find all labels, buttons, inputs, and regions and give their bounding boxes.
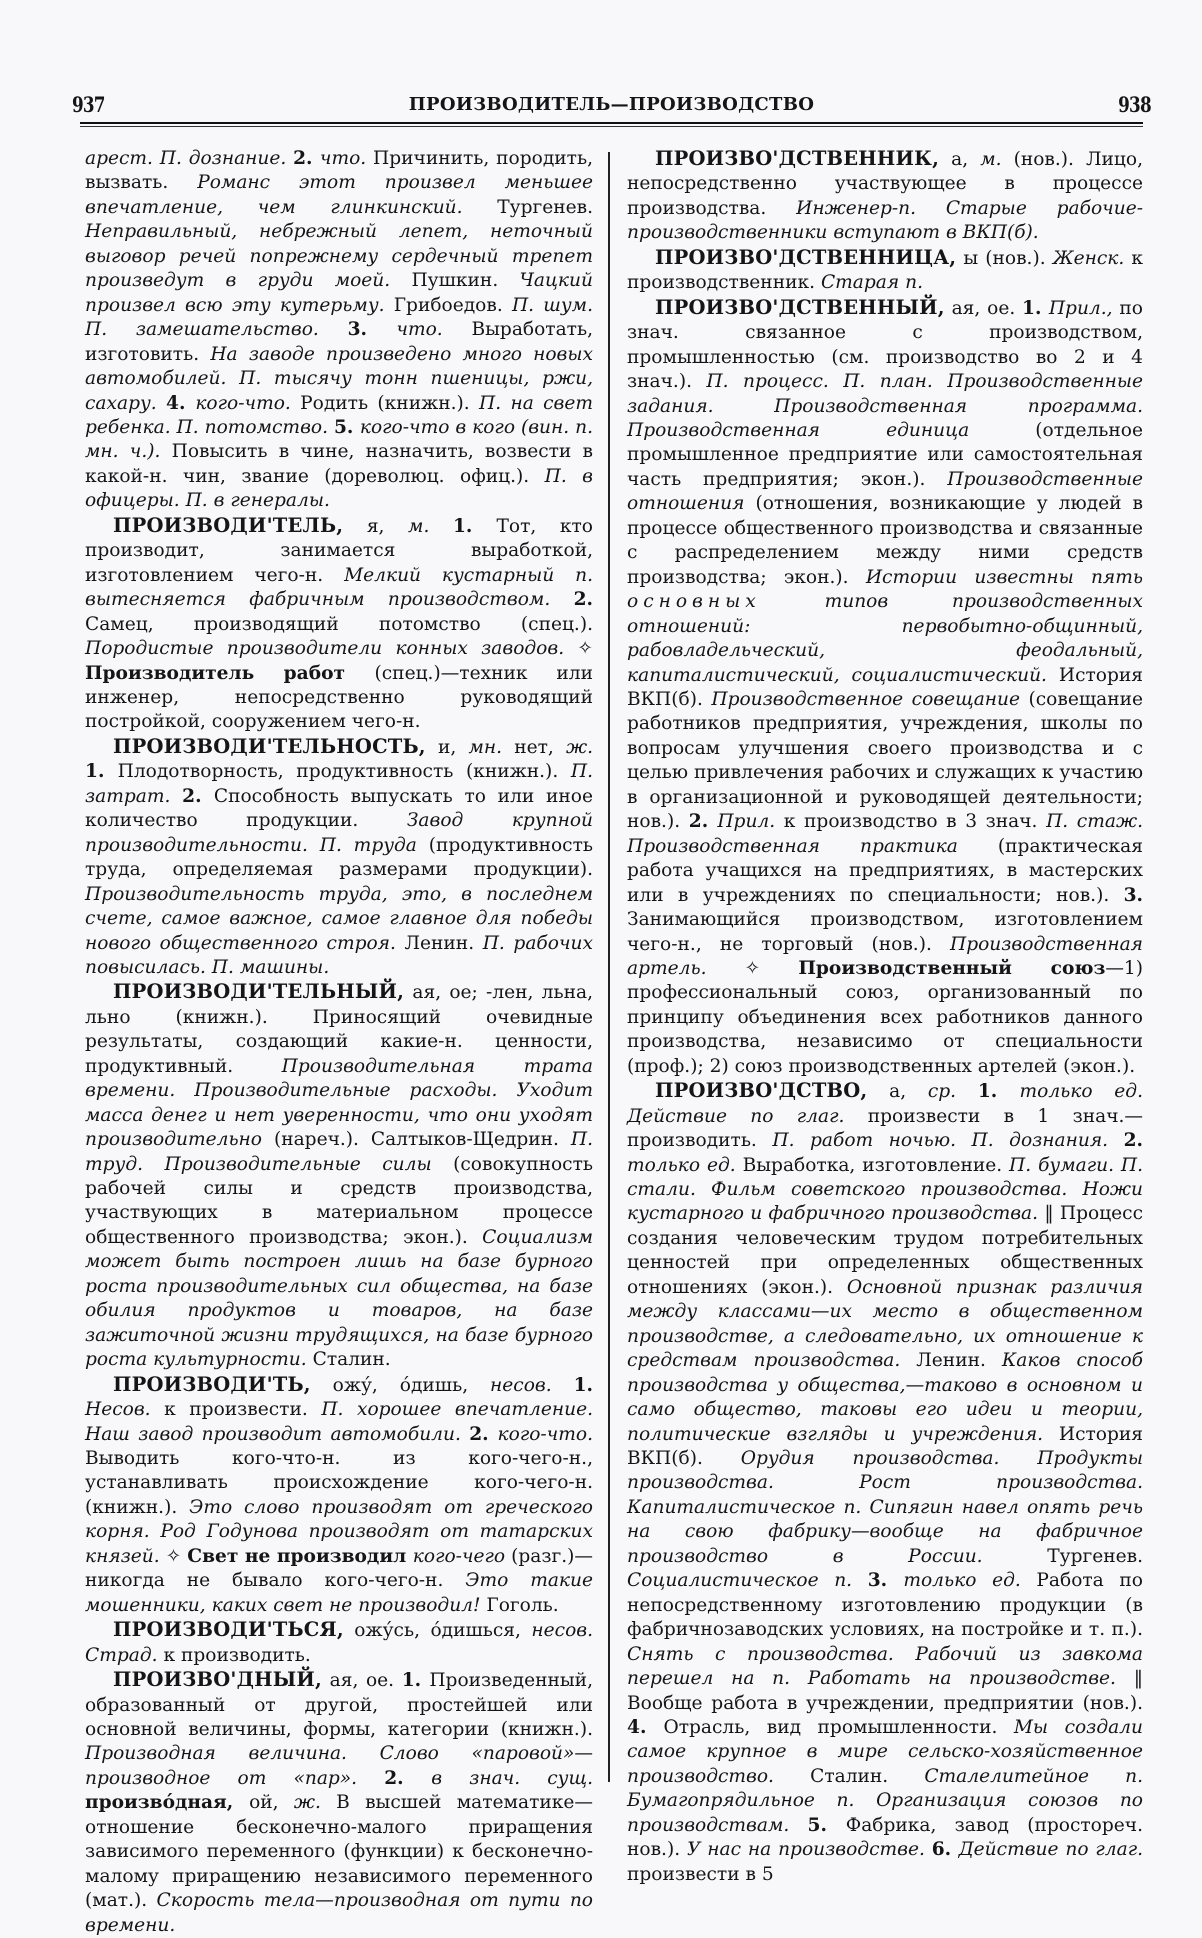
italic-text: Старая п. (820, 272, 923, 294)
italic-text: П. хорошее впечатление. Наш завод производит автомобили. (85, 1399, 593, 1445)
italic-text: Социалистическое п. (627, 1570, 868, 1592)
bold-text: 5. (807, 1814, 846, 1836)
running-head: ПРОИЗВОДИТЕЛЬ—ПРОИЗВОДСТВО (408, 94, 815, 115)
body-text: к производственник. (627, 247, 1143, 294)
body-text: ожу́сь, о́дишься, (343, 1620, 532, 1642)
page-header (72, 92, 1151, 126)
italic-text: что. (396, 319, 472, 341)
body-text: В высшей математике—отношение бесконечно-малого приращения зависимого переменного (функции) к бесконечно-малому приращению независимого переменного (мат.). (85, 1792, 593, 1912)
italic-text: ср. (927, 1081, 978, 1103)
bold-text: 2. (384, 1767, 432, 1789)
italic-text: Производственное совещание (711, 688, 1029, 710)
body-text: Работа по непосредственному изготовлению продукции (в фабричнозаводских условиях, на постройке и т. п.). (627, 1570, 1143, 1641)
bold-text: Свет не производил (187, 1545, 413, 1567)
italic-text: П. затрат. (85, 761, 594, 807)
italic-text: м. (408, 515, 453, 537)
italic-text: Орудия производства. Продукты производства. Рост производства. Капиталистическое п. Сипягин навел опять речь на свою фабрику—вообще на фабричное производство в России. (627, 1448, 1143, 1567)
italic-text: На заводе произведено много новых автомобилей. П. тысячу тонн пшеницы, ржи, сахару. (85, 343, 594, 414)
right-column (627, 147, 1143, 1887)
body-text: Фабрика, завод (простореч. нов.). (627, 1814, 1143, 1861)
bold-text: 3. (1123, 884, 1143, 906)
italic-text: Сталелитейное п. Бумагопрядильное п. Организация союзов по производствам. (627, 1765, 1143, 1836)
body-text: (отношения, возникающие у людей в процессе общественного производства и связанные с распределением между ними средств производства; экон.). (627, 493, 1143, 588)
body-text: и, (425, 736, 469, 758)
italic-text: П. процесс. П. план. Производственные задания. Производственная программа. Производственная единица (627, 371, 1143, 441)
italic-text: несов. (490, 1374, 574, 1396)
body-text: ✧ (165, 1545, 188, 1567)
italic-text: Мелкий кустарный п. вытесняется фабричным производством. (85, 564, 593, 611)
headword: ПРОИЗВО'ДСТВЕННИК, (655, 147, 940, 170)
italic-text: основных (627, 591, 761, 613)
italic-text: что. (319, 148, 374, 169)
italic-text: ж. (565, 736, 593, 758)
italic-text: Производственные отношения (627, 468, 1143, 515)
headword: ПРОИЗВОДИ'ТЬ, (113, 1372, 311, 1396)
bold-text: Производственный союз (798, 957, 1106, 979)
bold-text: 3. (347, 319, 397, 341)
italic-text: Истории известны пять (865, 566, 1143, 588)
bold-text: 2. (469, 1423, 498, 1445)
body-text: произвести в 5 (627, 1863, 774, 1885)
headword: ПРОИЗВО'ДСТВЕННИЦА, (655, 245, 957, 269)
italic-text: кого-чего (412, 1545, 512, 1567)
body-text: —1) профессиональный союз, организованный по принципу объединения всех работников данного производства, независимо от специальности (проф.); 2) союз производственных артелей (экон.). (627, 957, 1143, 1077)
body-text: ✧ (577, 638, 593, 660)
headword: ПРОИЗВОДИ'ТЕЛЬНЫЙ, (113, 980, 405, 1004)
italic-text: Чацкий произвел всю эту кутерьму. (85, 270, 593, 316)
italic-text: П. труд. Производительные силы (85, 1129, 593, 1175)
headword: ПРОИЗВОДИ'ТЕЛЬ, (113, 513, 344, 537)
dictionary-entry (85, 980, 593, 1372)
body-text: к производство в 3 знач. (783, 811, 1047, 833)
body-text: ‖ Вообще работа в учреждении, предприятии (нов.). (627, 1668, 1143, 1714)
body-text: История ВКП(б). (627, 1423, 1143, 1470)
body-text: (нареч.). Салтыков-Щедрин. (273, 1129, 571, 1151)
body-text: к произвести. (164, 1399, 322, 1421)
bold-text: 4. (166, 392, 196, 414)
italic-text: Прил. (717, 811, 784, 833)
body-text: Способность выпускать то или иное количество продукции. (85, 785, 593, 832)
italic-text: кого-что в кого (вин. п. мн. ч.). (85, 416, 593, 463)
italic-text: П. работ ночью. П. дознания. (772, 1130, 1124, 1152)
bold-text: 4. (627, 1717, 664, 1738)
italic-text: Инженер-п. Старые рабочие-производственники вступают в ВКП(б). (627, 197, 1143, 244)
bold-text: 2. (688, 811, 718, 833)
body-text: ая, ое; -лен, льна, льно (книжн.). Приносящий очевидные результаты, создающий какие-н. ценности, продуктивный. (85, 982, 593, 1077)
italic-text: мн. (468, 736, 515, 758)
body-text: (совещание работников предприятия, учреждения, школы по вопросам улучшения своего производства и с целью привлечения рабочих и служащих к участию в организационной и руководящей деятельности; нов.). (627, 688, 1144, 833)
body-text: (нов.). Лицо, непосредственно участвующее в процессе производства. (627, 149, 1143, 219)
bold-text: 3. (867, 1570, 904, 1592)
italic-text: Романс этот произвел меньшее впечатление, чем глинкинский. (85, 172, 593, 218)
bold-text: 1. (452, 515, 497, 537)
italic-text: только ед. Действие по глаг. (627, 1081, 1143, 1127)
bold-text: 1. (573, 1374, 593, 1396)
column-divider (608, 152, 610, 1782)
bold-text: 2. (573, 589, 593, 611)
body-text: (спец.)—техник или инженер, непосредственно руководящий постройкой, сооружением чего-н. (85, 662, 593, 733)
italic-text: П. в офицеры. П. в генералы. (85, 465, 593, 512)
left-column (85, 147, 593, 1938)
body-text: Ленин. (404, 932, 483, 954)
italic-text: Несов. (85, 1399, 165, 1421)
italic-text: Основной признак различия между классами—их место в общественном производстве, а следовательно, их отношение к средствам производства. (627, 1276, 1143, 1372)
body-text: ая, ое. (322, 1670, 402, 1692)
italic-text: в знач. сущ. (431, 1767, 593, 1789)
dictionary-entry (627, 1079, 1143, 1887)
bold-text: 1. (977, 1081, 1020, 1103)
body-text: (практическая работа учащихся на предприятиях, в мастерских или в учреждениях по специальности; нов.). (627, 835, 1143, 906)
body-text: произвести в 1 знач.—производить. (627, 1105, 1143, 1152)
body-text: Пушкин. (411, 270, 520, 292)
italic-text: У нас на производстве. (687, 1839, 932, 1861)
italic-text: Производственная артель. (627, 933, 1143, 979)
body-text: Тот, кто производит, занимается выработкой, изготовлением чего-н. (85, 515, 593, 586)
body-text: (продуктивность труда, определяемая размерами продукции). (85, 834, 593, 881)
body-text: Выводить кого-что-н. из кого-чего-н., устанавливать происхождение кого-чего-н. (книжн.). (85, 1448, 593, 1518)
body-text: а, (867, 1081, 928, 1103)
italic-text: П. бумаги. П. стали. Фильм советского производства. Ножи кустарного и фабричного производства. (627, 1154, 1144, 1225)
italic-text: Мы создали самое крупное в мире сельско-хозяйственное производство. (627, 1717, 1144, 1787)
italic-text: Неправильный, небрежный лепет, неточный выговор речей попрежнему сердечный трепет произведут в груди моей. (85, 221, 593, 292)
body-text: Сталин. (810, 1765, 925, 1787)
bold-text: 1. (401, 1670, 430, 1692)
italic-text: типов производственных отношений: первобытно-общинный, рабовладельческий, феодальный, капиталистический, социалистический. (627, 591, 1143, 686)
dictionary-entry (627, 246, 1143, 296)
headword: ПРОИЗВО'ДНЫЙ, (113, 1668, 322, 1692)
body-text: Произведенный, образованный от другой, простейшей или основной величины, формы, категории (книжн.). (85, 1670, 593, 1740)
page-number-right: 938 (1118, 92, 1151, 117)
body-text: (совокупность рабочей силы и средств производства, участвующих в материальном процессе общественного производства; экон.). (85, 1153, 593, 1248)
bold-text: 2. (1123, 1130, 1143, 1152)
italic-text: Породистые производители конных заводов. (85, 638, 578, 660)
body-text: нет, (514, 736, 566, 758)
dictionary-entry (627, 147, 1143, 246)
italic-text: Снять с производства. Рабочий из завкома перешел на п. Работать на производстве. (627, 1643, 1143, 1690)
italic-text: Женск. (1052, 247, 1132, 269)
dictionary-entry (85, 1373, 593, 1619)
body-text: Отрасль, вид промышленности. (663, 1717, 1014, 1738)
italic-text: кого-что. (195, 392, 301, 414)
bold-text: 2. (293, 148, 320, 169)
dictionary-entry (85, 735, 593, 981)
body-text: к производить. (163, 1644, 311, 1666)
body-text: Самец, производящий потомство (спец.). (85, 613, 593, 635)
italic-text: Скорость тела—производная от пути по времени. (85, 1890, 593, 1936)
bold-text: 1. (85, 761, 118, 783)
body-text: ✧ (744, 957, 799, 979)
italic-text: несов. Страд. (85, 1620, 593, 1666)
italic-text: П. рабочих повысилась. П. машины. (85, 932, 593, 978)
body-text: а, (939, 149, 981, 170)
body-text: История ВКП(б). (627, 664, 1143, 710)
body-text: Выработать, изготовить. (85, 319, 593, 365)
headword: ПРОИЗВО'ДСТВО, (655, 1079, 868, 1103)
italic-text: арест. П. дознание. (85, 148, 294, 169)
body-text: Ленин. (916, 1350, 1002, 1372)
italic-text: только ед. (903, 1570, 1037, 1592)
body-text: Выработка, изготовление. (742, 1154, 1010, 1176)
italic-text: Действие по глаг. (958, 1839, 1144, 1861)
body-text: Причинить, породить, вызвать. (85, 148, 593, 194)
bold-text: 6. (931, 1839, 959, 1861)
body-text: Гоголь. (486, 1594, 559, 1616)
bold-text: 5. (333, 416, 360, 438)
italic-text: Социализм может быть построен лишь на базе бурного роста производительных сил общества, на базе обилия продуктов и товаров, на базе зажиточной жизни трудящихся, на базе бурного роста культурности. (85, 1226, 593, 1371)
dictionary-entry (85, 514, 593, 735)
italic-text: Каков способ производства у общества,—таково в основном и само общество, таковы его идеи и теории, политические взгляды и учреждения. (627, 1350, 1143, 1445)
italic-text: Производительность труда, это, в последнем счете, самое важное, самое главное для победы нового общественного строя. (85, 883, 593, 954)
body-text: Тургенев. (497, 196, 593, 218)
headword: ПРОИЗВО'ДСТВЕННЫЙ, (655, 295, 945, 319)
body-text: ая, ое. (944, 297, 1023, 319)
body-text: Плодотворность, продуктивность (книжн.). (117, 761, 571, 783)
body-text: (разг.)—никогда не бывало кого-чего-н. (85, 1545, 594, 1592)
body-text: ы (нов.). (956, 247, 1053, 269)
body-text: Сталин. (312, 1349, 391, 1371)
body-text: Грибоедов. (393, 294, 512, 316)
italic-text: П. шум. П. замешательство. (85, 294, 593, 341)
dictionary-entry (85, 1668, 593, 1938)
body-text: Повысить в чине, назначить, возвести в какой-н. чин, звание (дореволюц. офиц.). (85, 441, 593, 487)
body-text: ожу́, о́дишь, (310, 1374, 491, 1396)
italic-text: П. на свет ребенка. П. потомство. (85, 392, 593, 438)
italic-text: Завод крупной производительности. П. труда (85, 810, 593, 856)
body-text: Занимающийся производством, изготовлением чего-н., не торговый (нов.). (627, 909, 1143, 955)
italic-text: Производительная трата времени. Производительные расходы. Уходит масса денег и нет уверенности, что они уходят производительно (85, 1055, 593, 1151)
italic-text: П. стаж. Производственная практика (627, 811, 1143, 857)
body-text: ‖ Процесс создания человеческим трудом потребительных ценностей при определенных общественных отношениях (экон.). (627, 1203, 1143, 1298)
italic-text: только ед. (627, 1154, 743, 1176)
page-number-left: 937 (72, 92, 105, 117)
entry-continuation (85, 147, 593, 514)
bold-text: 2. (182, 785, 214, 807)
header-rule-thin (80, 126, 1143, 127)
italic-text: кого-что. (497, 1423, 593, 1445)
body-text: Тургенев. (1047, 1545, 1143, 1567)
dictionary-entry (627, 296, 1143, 1080)
italic-text: Прил., (1048, 297, 1120, 319)
italic-text: м. (980, 149, 1014, 170)
dictionary-entry (85, 1618, 593, 1668)
body-text: ой, (249, 1792, 294, 1814)
italic-text: Это слово производят от греческого корня. Род Годунова производят от татарских князей. (85, 1496, 594, 1567)
bold-text: Производитель работ (85, 662, 375, 684)
italic-text: Производная величина. Слово «паровой»—производное от «пар». (85, 1743, 593, 1789)
italic-text: ж. (293, 1792, 337, 1814)
headword: ПРОИЗВОДИ'ТЕЛЬНОСТЬ, (113, 734, 426, 758)
body-text: (отдельное промышленное предприятие или самостоятельная часть предприятия; экон.). (627, 419, 1143, 490)
body-text: по знач. связанное с производством, промышленностью (см. производство во 2 и 4 знач.). (627, 297, 1143, 393)
italic-text: Это такие мошенники, каких свет не производил! (85, 1570, 593, 1616)
headword: ПРОИЗВОДИ'ТЬСЯ, (113, 1618, 344, 1642)
header-rule (80, 122, 1143, 124)
body-text: Родить (книжн.). (300, 392, 479, 414)
bold-text: произво́дная, (85, 1792, 250, 1814)
bold-text: 1. (1022, 297, 1049, 319)
body-text: я, (343, 515, 409, 537)
